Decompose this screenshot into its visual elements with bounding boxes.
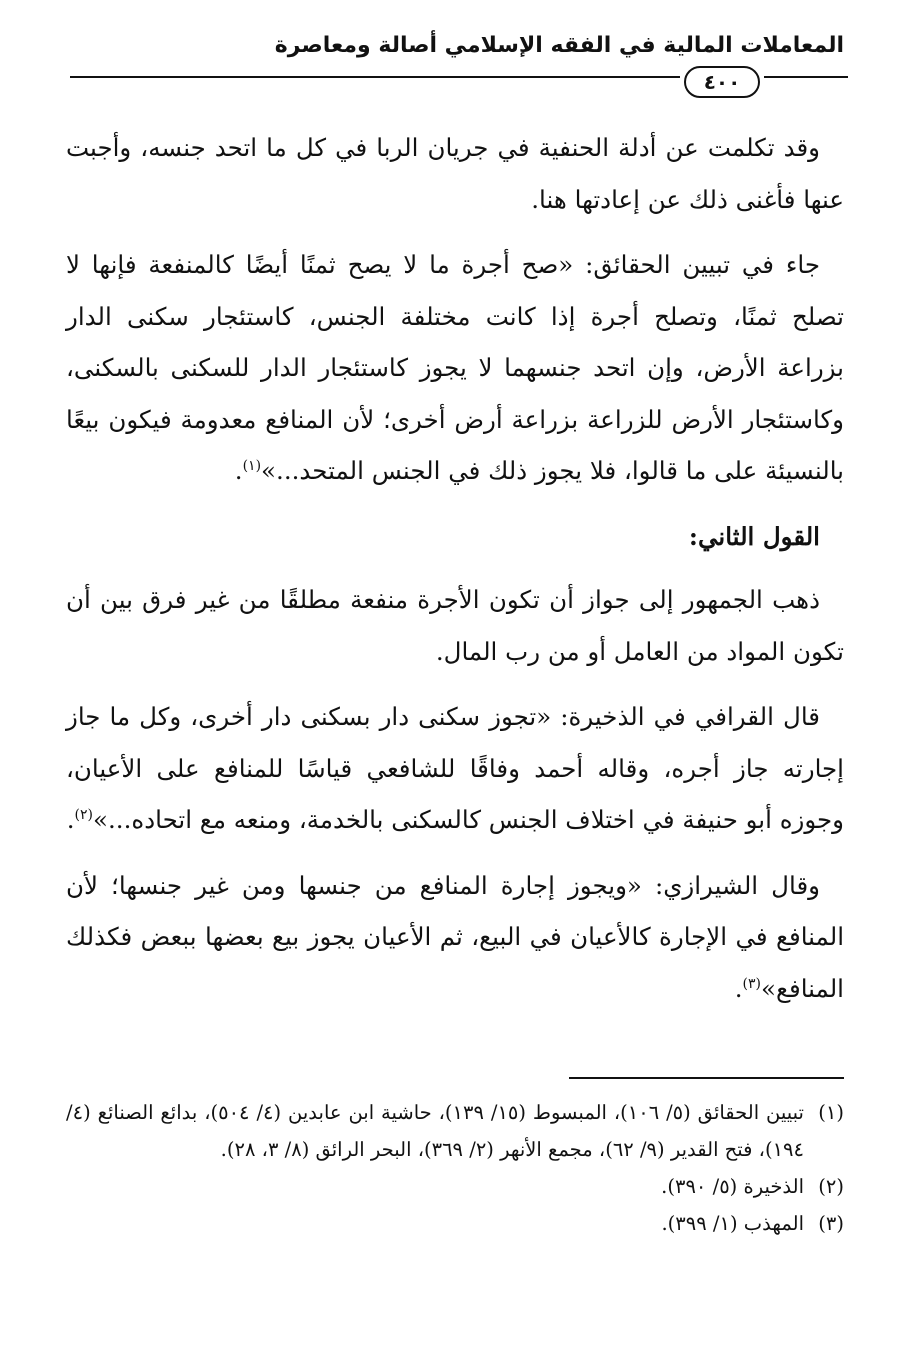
footnote-mark: (١): [818, 1101, 844, 1124]
paragraph-4: قال القرافي في الذخيرة: «تجوز سكنى دار بسكنى دار أخرى، وكل ما جاز إجارته جاز أجره، وقاله أحمد وفاقًا للشافعي قياسًا للمنافع على الأعيان، وجوزه أبو حنيفة في اختلاف الجنس كالسكنى بالخدمة، ومنعه مع اتحاده...»$^{(٢)}$.: [66, 702, 844, 834]
footnote-item: [66, 1168, 844, 1205]
section-heading: القول الثاني:: [688, 521, 820, 551]
footnote-mark: (٢): [818, 1175, 844, 1198]
paragraph-5: وقال الشيرازي: «ويجوز إجارة المنافع من جنسها ومن غير جنسها؛ لأن المنافع في الإجارة كالأعيان في البيع، ثم الأعيان يجوز بيع بعضها ببعض فكذلك المنافع»$^{(٣)}$.: [66, 870, 844, 1003]
footnotes: [66, 1094, 844, 1242]
main-text: [66, 122, 844, 1028]
paragraph-3: [66, 574, 844, 677]
footnote-mark: (٣): [818, 1212, 844, 1235]
footnote-item: [66, 1094, 844, 1168]
paragraph-2-text: جاء في تبيين الحقائق: «صح أجرة ما لا يصح ثمنًا أيضًا كالمنفعة فإنها لا تصلح ثمنًا، وتصلح أجرة إذا كانت مختلفة الجنس، كاستئجار سكنى الدار بزراعة الأرض، وإن اتحد جنسهما لا يجوز كاستئجار الدار للسكنى بالسكنى، وكاستئجار الأرض للزراعة بزراعة أرض أخرى؛ لأن المنافع معدومة فيكون بيعًا بالنسيئة على ما قالوا، فلا يجوز ذلك في الجنس المتحد...»: [66, 250, 844, 485]
footnote-ref-1[interactable]: (١): [242, 457, 262, 474]
footnote-text: الذخيرة (٥/ ٣٩٠).: [661, 1175, 804, 1198]
footnote-ref-2[interactable]: (٢): [74, 806, 94, 823]
footnote-text: المهذب (١/ ٣٩٩).: [661, 1212, 804, 1235]
paragraph-1-text: وقد تكلمت عن أدلة الحنفية في جريان الربا في كل ما اتحد جنسه، وأجبت عنها فأغنى ذلك عن إعادتها هنا.: [66, 133, 844, 214]
page-number: ٤٠٠: [684, 66, 760, 98]
running-title: المعاملات المالية في الفقه الإسلامي أصالة ومعاصرة: [274, 33, 844, 58]
footnote-ref-3[interactable]: (٣): [742, 975, 761, 992]
paragraph-3-text: ذهب الجمهور إلى جواز أن تكون الأجرة منفعة مطلقًا من غير فرق بين أن تكون المواد من العامل أو من رب المال.: [66, 585, 844, 666]
paragraph-5-text: وقال الشيرازي: «ويجوز إجارة المنافع من جنسها ومن غير جنسها؛ لأن المنافع في الإجارة كالأعيان في البيع، ثم الأعيان يجوز بيع بعضها ببعض فكذلك المنافع»: [66, 870, 844, 1003]
paragraph-4-text: قال القرافي في الذخيرة: «تجوز سكنى دار بسكنى دار أخرى، وكل ما جاز إجارته جاز أجره، وقاله أحمد وفاقًا للشافعي قياسًا للمنافع على الأعيان، وجوزه أبو حنيفة في اختلاف الجنس كالسكنى بالخدمة، ومنعه مع اتحاده...»: [66, 702, 844, 834]
footnote-item: [66, 1205, 844, 1242]
paragraph-1: [66, 122, 844, 225]
page-number-badge: [680, 64, 764, 98]
footnote-separator: [569, 1077, 844, 1079]
paragraph-2: جاء في تبيين الحقائق: «صح أجرة ما لا يصح ثمنًا أيضًا كالمنفعة فإنها لا تصلح ثمنًا، وتصلح أجرة إذا كانت مختلفة الجنس، كاستئجار سكنى الدار بزراعة الأرض، وإن اتحد جنسهما لا يجوز كاستئجار الدار للسكنى بالسكنى، وكاستئجار الأرض للزراعة بزراعة أرض أخرى؛ لأن المنافع معدومة فيكون بيعًا بالنسيئة على ما قالوا، فلا يجوز ذلك في الجنس المتحد...»$^{(١)}$.: [66, 250, 844, 485]
footnote-text: تبيين الحقائق (٥/ ١٠٦)، المبسوط (١٥/ ١٣٩)، حاشية ابن عابدين (٤/ ٥٠٤)، بدائع الصنائع (٤/ ١٩٤)، فتح القدير (٩/ ٦٢)، مجمع الأنهر (٢/ ٣٦٩)، البحر الرائق (٨/ ٣، ٢٨).: [66, 1101, 804, 1161]
